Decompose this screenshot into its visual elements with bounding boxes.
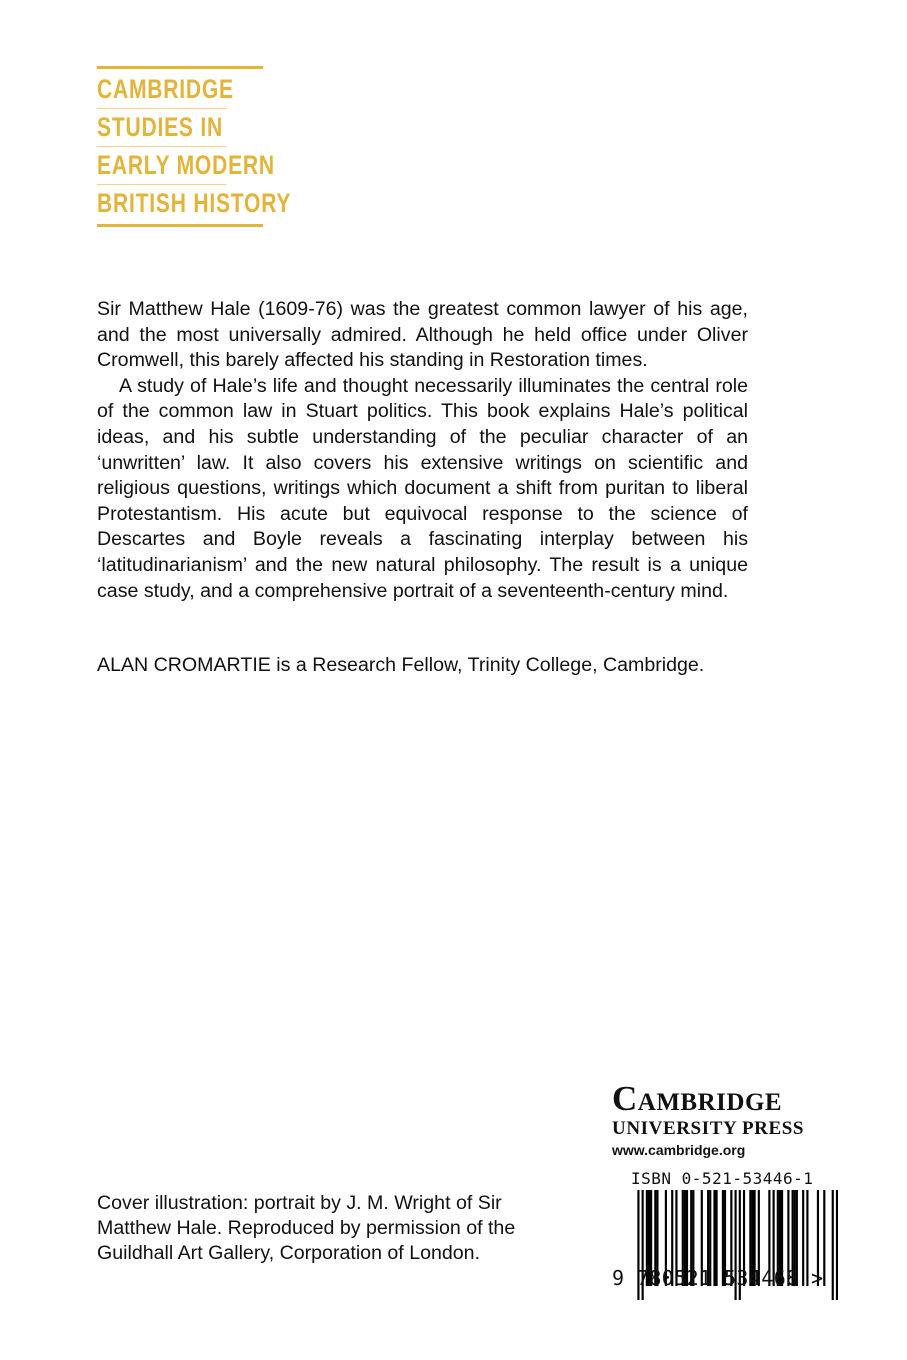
publisher-logo [612, 1080, 852, 1160]
description-paragraph: A study of Hale’s life and thought necessarily illuminates the central role of the common law in Stuart politics. This book explains Hale’s political ideas, and his subtle understanding of the peculiar character of an ‘unwritten’ law. It also covers his extensive writings on scientific and religious questions, writings which document a shift from puritan to liberal Protestantism. His acute but equivocal response to the science of Descartes and Boyle reveals a fascinating interplay between his ‘latitudinarianism’ and the new natural philosophy. The result is a unique case study, and a comprehensive portrait of a seventeenth-century mind. [97, 374, 748, 602]
series-line: BRITISH HISTORY [97, 188, 292, 218]
barcode-bar [832, 1190, 834, 1300]
series-logo [97, 66, 292, 227]
description-paragraph: Sir Matthew Hale (1609-76) was the greatest common lawyer of his age, and the most universally admired. Although he held office under Oliver Cromwell, this barely affected his standing in Restoration times. [97, 298, 748, 372]
author-note: ALAN CROMARTIE is a Research Fellow, Trinity College, Cambridge. [97, 654, 705, 676]
isbn-label: ISBN 0-521-53446-1 [631, 1169, 814, 1188]
publisher-press: UNIVERSITY PRESS [612, 1118, 805, 1139]
barcode-digits: 9 780521 534468 > [612, 1266, 824, 1290]
barcode-bar [823, 1190, 825, 1286]
book-description [97, 297, 748, 604]
cover-credit: Cover illustration: portrait by J. M. Wright of Sir Matthew Hale. Reproduced by permission of the Guildhall Art Gallery, Corporation of London. [97, 1192, 516, 1265]
series-line: CAMBRIDGE [97, 71, 226, 109]
barcode-bar [836, 1190, 838, 1300]
publisher-name: Cambridge [612, 1079, 783, 1118]
series-line: EARLY MODERN [97, 147, 226, 185]
series-line: STUDIES IN [97, 109, 226, 147]
publisher-url: www.cambridge.org [612, 1142, 746, 1158]
